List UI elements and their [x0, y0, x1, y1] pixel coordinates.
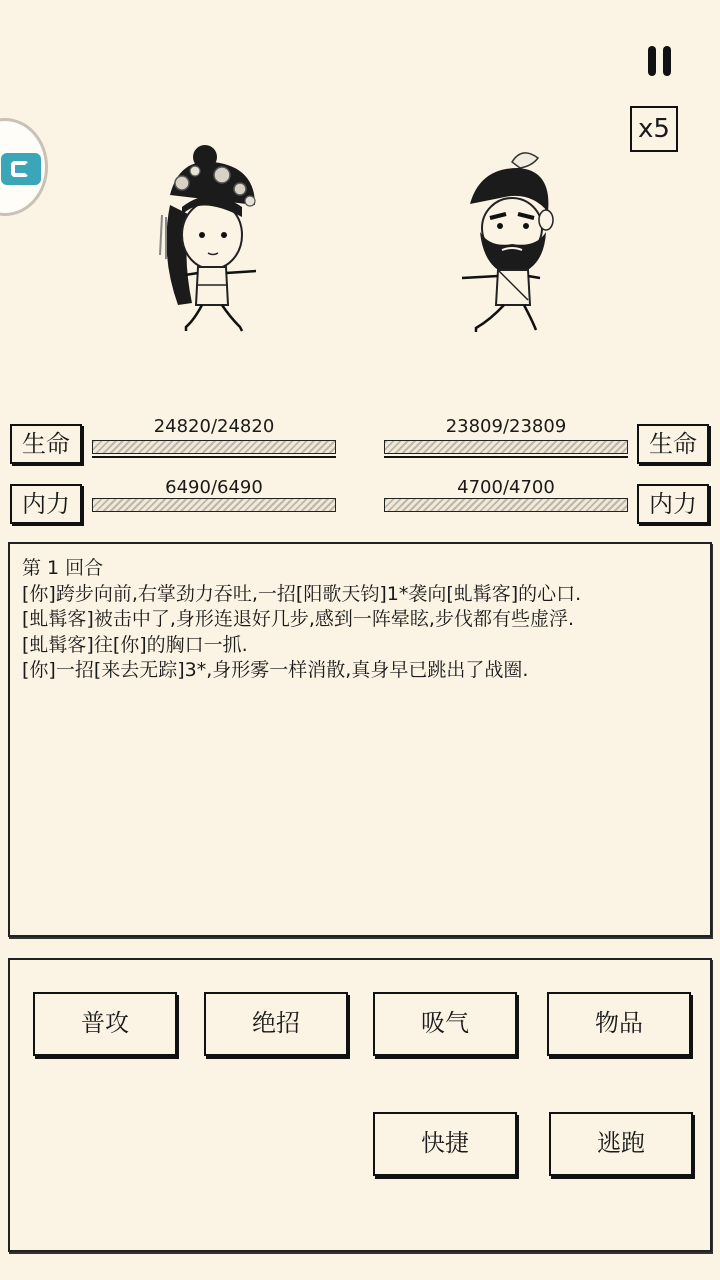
- player-mp-bar: [92, 498, 336, 512]
- enemy-mp-value: 4700/4700: [457, 477, 555, 498]
- pause-icon-bar-left: [648, 46, 656, 76]
- battle-log-line: [你]跨步向前,右掌劲力吞吐,一招[阳歌天钧]1*袭向[虬髯客]的心口.: [22, 582, 582, 605]
- player-mp-value: 6490/6490: [165, 477, 263, 498]
- assist-icon: [1, 153, 41, 185]
- breathe-button[interactable]: 吸气: [373, 992, 517, 1056]
- speed-toggle-button[interactable]: x5: [630, 106, 678, 152]
- player-hp-bar-underline: [92, 456, 336, 458]
- enemy-hp-value: 23809/23809: [445, 416, 567, 437]
- player-character-sprite: [130, 135, 290, 355]
- player-hp-value: 24820/24820: [153, 416, 275, 437]
- battle-log-line: 第 1 回合: [22, 557, 104, 579]
- battle-log-panel[interactable]: [8, 542, 712, 937]
- flee-button[interactable]: 逃跑: [549, 1112, 693, 1176]
- ultimate-button[interactable]: 绝招: [204, 992, 348, 1056]
- action-panel: [8, 958, 712, 1252]
- enemy-mp-bar: [384, 498, 628, 512]
- battle-log-line: [虬髯客]被击中了,身形连退好几步,感到一阵晕眩,步伐都有些虚浮.: [22, 608, 574, 630]
- attack-button[interactable]: 普攻: [33, 992, 177, 1056]
- quick-button[interactable]: 快捷: [373, 1112, 517, 1176]
- enemy-hp-bar: [384, 440, 628, 454]
- enemy-mp-label: 内力: [637, 484, 709, 524]
- battle-log-line: [虬髯客]往[你]的胸口一抓.: [22, 633, 248, 656]
- enemy-character-sprite: [440, 140, 600, 360]
- player-mp-label: 内力: [10, 484, 82, 524]
- enemy-hp-bar-underline: [384, 456, 628, 458]
- player-hp-label: 生命: [10, 424, 82, 464]
- pause-icon-bar-right: [663, 46, 671, 76]
- enemy-hp-label: 生命: [637, 424, 709, 464]
- pause-button[interactable]: [640, 40, 680, 80]
- floating-assist-button[interactable]: [0, 118, 48, 216]
- items-button[interactable]: 物品: [547, 992, 691, 1056]
- player-hp-bar: [92, 440, 336, 454]
- battle-log-line: [你]一招[来去无踪]3*,身形雾一样消散,真身早已跳出了战圈.: [22, 659, 529, 681]
